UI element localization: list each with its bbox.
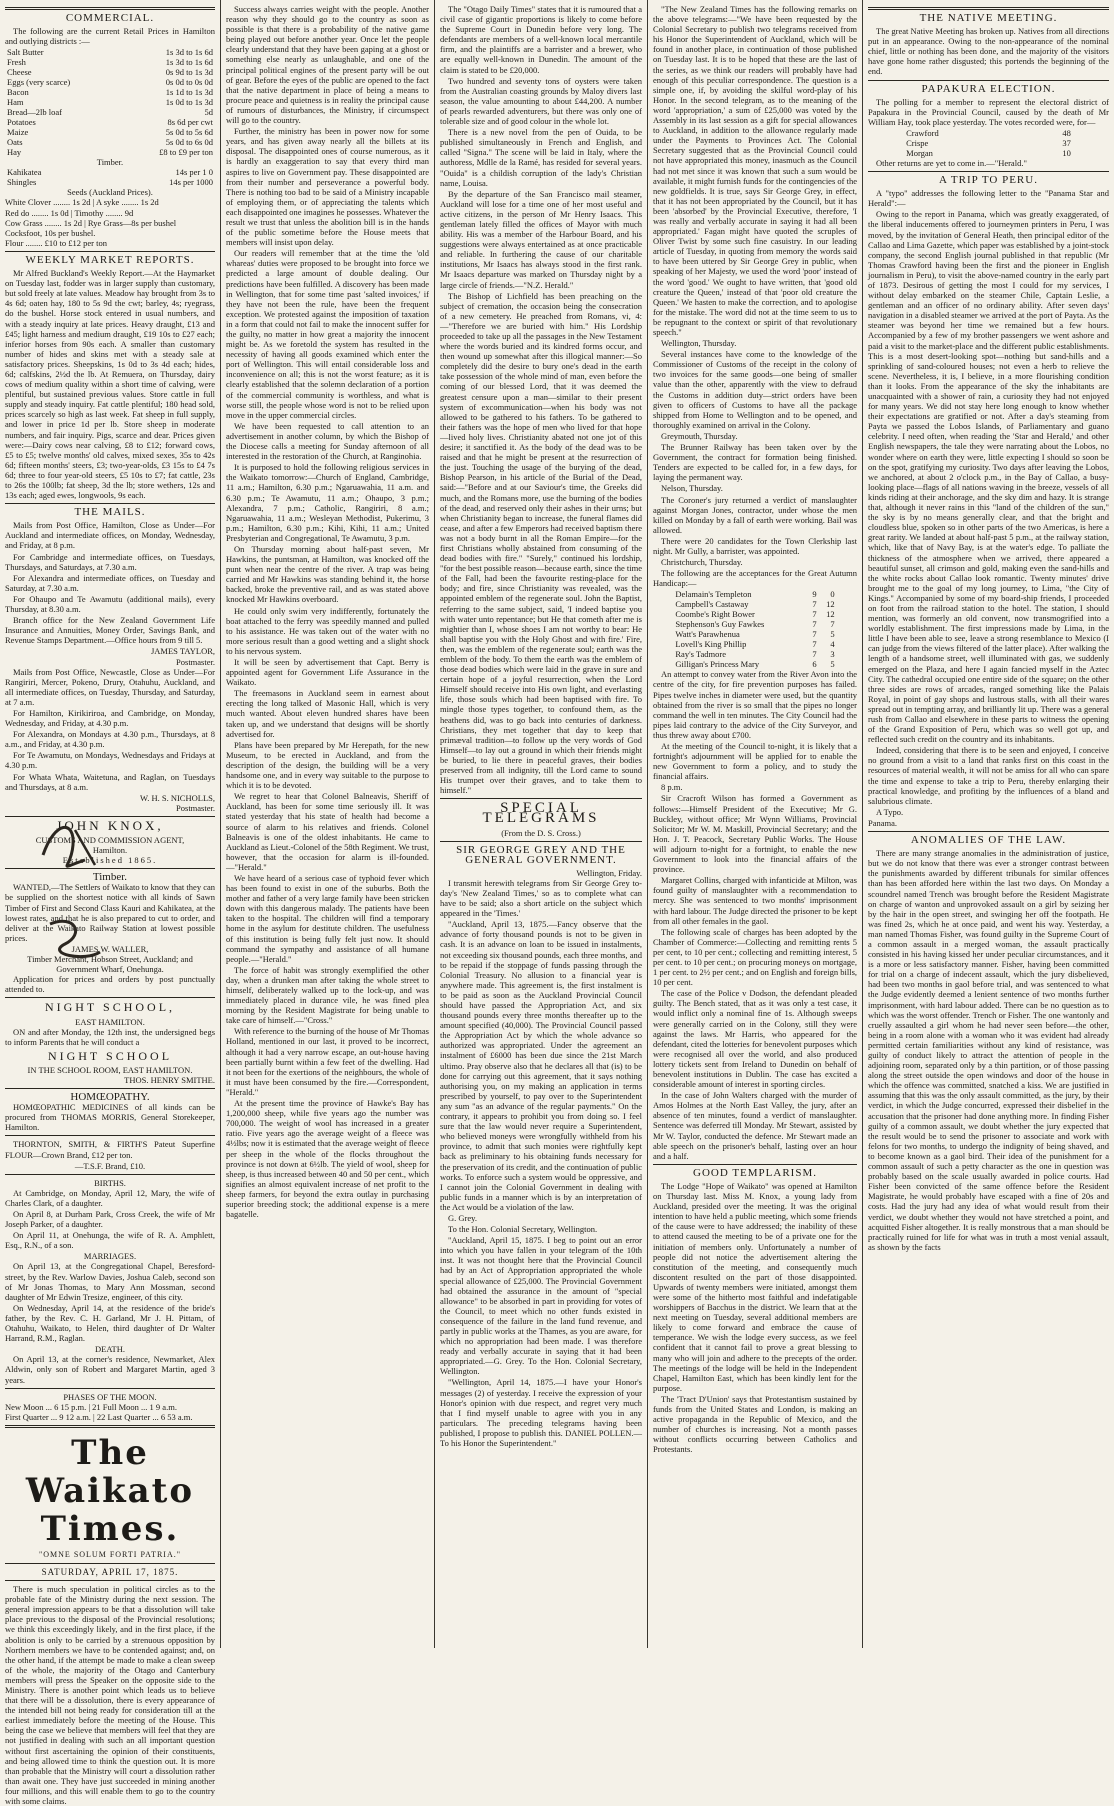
handicap-row xyxy=(673,619,836,629)
handicap-row xyxy=(673,639,836,649)
leader-paragraph: We have heard of a serious case of typhoid fever which has been found to exist in one of the suburbs. Both the mother and father of a very large family have been stricken down with this dangerous malady. The patients have been taken to the hospital. The children will find a temporary home in the asylum for destitute children. The usefulness of this institution is being fully felt just now. It should command the sympathy and assistance of all humane people.—"Herald." xyxy=(226,872,429,964)
timber-row xyxy=(5,177,215,187)
grey-article-telegram-2: "Auckland, April 15, 1875. I beg to point out an error into which you have fallen in your telegram of the 10th inst. It was not thought here that the Provincial Council had by an Act of Appropriation appropriated the whole special allowance of £25,000. The Provincial Government had obtained the assurance in the amount of "special allowance" to be absorbed in part in providing for votes of the Council, to meet which no other funds existed in consequence of the failure in the land fund revenue, and partly in public works at the Thames, as you are aware, for which no appropriation had been made. I was therefore ready and verbally accurate in saying that it had been appropriated.—G. Grey. To the Hon. Colonial Secretary, Wellington. xyxy=(440,1235,642,1377)
telegram-paragraph: The case of the Police v Dodson, the defendant pleaded guilty. The Bench stated, that as it was only a test case, it would inflict only a nominal fine of 1s. Although sweeps were generally carried on in the Colony, still they were against the laws. Mr Harris, who appeared for the defendant, cited the lotteries for benevolent purposes which were recognised all over the world, and also produced lottery tickets sent from Ireland to Dunedin on behalf of benevolent institutions in Dublin. The case has excited a considerable amount of interest in sporting circles. xyxy=(653,988,857,1090)
telegram-paragraph: Several instances have come to the knowledge of the Commissioner of Customs of the receipt in the colony of two invoices for the same goods—one being of smaller value than the other, apparently with the view to defraud the Customs in addition duty—strict orders have been given to officers of Customs to have all the package shipped from Home to Wellington and to be opened, and thoroughly examined on arrival in the Colony. xyxy=(653,349,857,430)
divider xyxy=(5,1088,215,1089)
price-row xyxy=(5,117,215,127)
mail-item: Branch office for the New Zealand Government Life Insurance and Annuities, Money Order, Savings Bank, and Revenue Stamps Department.—Office hours from 9 till 5. xyxy=(5,615,215,646)
timber-row-cell: Shingles xyxy=(7,177,37,188)
mail-item: For Hamilton, Kirikiriroa, and Cambridge, on Monday, Wednesday, and Friday, at 4.30 p.m. xyxy=(5,707,215,729)
thornton-advert-2: —T.S.F. Brand, £10. xyxy=(74,1160,146,1171)
price-row-cell: 5d xyxy=(204,107,213,118)
handicap-row xyxy=(673,629,836,639)
seeds-line: Cocksfoot, 10s per bushel. xyxy=(5,227,96,238)
price-row-cell: 1s 0d to 1s 3d xyxy=(165,97,213,108)
handicap-table xyxy=(673,589,836,669)
leader-paragraph: He could only swim very indifferently, fortunately the boat attached to the ferry was speedily manned and pulled to his assistance. He was taken out of the water with no more serious result than a good wetting and a slight shock to his nervous system. xyxy=(226,605,429,656)
telegram-paragraph: Christchurch, Thursday. xyxy=(661,557,743,568)
mail-item: Mails from Post Office, Hamilton, Close as Under—For Auckland and intermediate offices, on Monday, Wednesday, and Friday, at 8 p.m. xyxy=(5,520,215,551)
news-paragraph: Two hundred and seventy tons of oysters were taken from the Australian coasting grounds by Maloy divers last season, the value amounting to about £44,200. A number of pearls rewarded adventurers, but there was only one of tolerable size and of good colour in the whole lot. xyxy=(440,75,642,127)
handicap-row-cell: 7 xyxy=(812,639,817,650)
price-row xyxy=(5,127,215,137)
price-row xyxy=(5,67,215,77)
price-row xyxy=(5,137,215,147)
marriage-notice: On Wednesday, April 14, at the residence of the bride's father, by the Rev. C. H. Garland, Mr J. H. Pittam, of Otahuhu, Waikato, to Helen, third daughter of Dr Walter Harrand, R.M., Raglan. xyxy=(5,1302,215,1344)
leader-paragraph: Plans have been prepared by Mr Herepath, for the new Museum, to be erected in Auckland, and from the description of the design, the building will be a very handsome one, and in every way suitable to the purpose to which it is to be devoted. xyxy=(226,739,429,791)
divider xyxy=(5,997,215,998)
mails-heading: THE MAILS. xyxy=(74,506,146,519)
handicap-row xyxy=(673,609,836,619)
divider xyxy=(5,1135,215,1136)
peru-sign: Panama. xyxy=(868,817,898,828)
handicap-row-cell: 9 xyxy=(812,589,817,600)
price-row xyxy=(5,147,215,157)
price-row-cell: Potatoes xyxy=(7,117,36,128)
commercial-intro: The following are the current Retail Prices in Hamilton and outlying districts :— xyxy=(5,26,215,47)
moon-heading: PHASES OF THE MOON. xyxy=(63,1391,157,1402)
divider xyxy=(653,1164,857,1165)
handicap-row-cell: 5 xyxy=(830,629,835,640)
grey-paragraph: I transmit herewith telegrams from Sir George Grey to-day's 'New Zealand Times,' so as to complete what can have to be said; also a short article on the subject which appeared in the 'Times.' xyxy=(440,877,642,919)
handicap-row-cell: 12 xyxy=(826,599,835,610)
law-heading: ANOMALIES OF THE LAW. xyxy=(910,834,1067,847)
night-school-title-2: NIGHT SCHOOL xyxy=(47,1048,173,1063)
grey-article-heading: SIR GEORGE GREY AND THE GENERAL GOVERNMENT. xyxy=(456,843,626,866)
homoeopathy-title: HOMŒOPATHY. xyxy=(70,1091,150,1104)
papakura-body: The polling for a member to represent the electoral district of Papakura in the Provincial Council, caused by the death of Mr William Hay, took place yesterday. The votes recorded were, for— xyxy=(868,96,1109,127)
price-row-cell: £8 to £9 per ton xyxy=(159,147,213,158)
handicap-row xyxy=(673,649,836,659)
handicap-row-cell: Coombe's Right Bower xyxy=(675,609,755,620)
grey-paragraph: G. Grey. xyxy=(448,1212,477,1223)
grey-article-body xyxy=(440,878,642,1223)
night-school-sign: THOS. HENRY SMITHE. xyxy=(124,1074,215,1085)
moon-phases xyxy=(5,1402,215,1422)
timber-heading: Timber. xyxy=(96,157,124,168)
handwritten-mark xyxy=(35,815,105,875)
mail-item: For Whata Whata, Waitetuna, and Raglan, on Tuesdays and Thursdays, at 8 a.m. xyxy=(5,771,215,792)
divider xyxy=(440,841,642,842)
handicap-row-cell: 7 xyxy=(830,619,835,630)
births-heading: BIRTHS. xyxy=(94,1177,126,1188)
knox-advert xyxy=(5,817,215,866)
column-2 xyxy=(221,0,434,1648)
price-row xyxy=(5,97,215,107)
timber-row-cell: Kahikatea xyxy=(7,167,42,178)
vote-row-cell: Crispe xyxy=(906,137,929,148)
handicap-row-cell: 7 xyxy=(812,629,817,640)
handicap-row xyxy=(673,659,836,669)
commercial-heading: COMMERCIAL. xyxy=(65,12,155,24)
handicap-row-cell: 7 xyxy=(812,649,817,660)
price-row xyxy=(5,47,215,57)
vote-row-cell: 10 xyxy=(1062,147,1071,158)
leader-paragraph: There is much speculation in political circles as to the probable fate of the Ministry during the next session. The general impression appears to be that a dissolution will take place previous to the disposal of the Provincial resolutions; we think this exceedingly likely, and in the first place, if the abolition is only to be carried by a strenuous opposition by Northern members we have to be contended against; and, on the other hand, if the attempt be made to make a clean sweep of the whole, the majority of the Otago and Canterbury members will press the Speaker on the opposite side to the Ministry. There is another point which leads us to believe that there will be a dissolution, there is every appearance of the intended bill not being ready for consideration till at the earliest immediately before the meeting of the House. This being the case we believe that members will feel that they are not justified in dealing with such an all important question without first ascertaining the opinion of their constituents, and being allowed time to think the question out. It is more than probable that the Ministry will court a dissolution rather than await one. They have just succeeded in mining another four millions, and this will enable them to go to the country with some claims. xyxy=(5,1584,215,1806)
peru-paragraph: Indeed, considering that there is to be seen and enjoyed, I conceive no ground from a visit to a land that ranks first on this coast in the resources of material wealth, it will not be amiss for all who can spare the time and expense to take a trip to Peru, thereby enlarging their practical knowledge, and profiting by the influences of a bland and salubrious climate. xyxy=(868,745,1109,806)
telegram-paragraph: Nelson, Thursday. xyxy=(661,483,723,494)
handicap-row-cell: 5 xyxy=(830,659,835,670)
knox-name: JOHN KNOX, xyxy=(56,817,164,833)
divider xyxy=(5,1563,215,1564)
price-row xyxy=(5,57,215,67)
special-telegrams-source: (From the D. S. Cross.) xyxy=(501,827,581,838)
mail-item: For Te Awamutu, on Mondays, Wednesdays and Fridays at 4.30 p.m. xyxy=(5,750,215,771)
vote-row xyxy=(904,148,1073,158)
telegram-paragraph: 8 p.m. xyxy=(661,782,683,793)
news-paragraph: There is a new novel from the pen of Ouida, to be published simultaneously in French and English, and called "Signa." The scene will be laid in Italy, where the authoress, Mdlle de la Ramé, has resided for several years. "Ouida" is a childish corruption of the lady's Christian name, Louisa. xyxy=(440,127,642,188)
price-row-cell: 0s 0d to 0s 0d xyxy=(165,77,213,88)
news-paragraph: By the departure of the San Francisco mail steamer, Auckland will lose for a time one of her most useful and active citizens, in the person of Mr Henry Isaacs. This gentleman lately filled the offices of Mayor with much ability. His was a member of the Harbour Board, and his suggestions were always entertained as at once practicable and reliable. In furthering the cause of our charitable institutions, Mr Isaacs has always stood in the first rank. Mr Isaacs departure was marked on Thursday night by a large circle of friends.—"N.Z. Herald." xyxy=(440,188,642,290)
leader-paragraph: On Thursday morning about half-past seven, Mr Hawkins, the puntsman, at Hamilton, was knocked off the punt when near the centre of the river. A trap was being carried and Mr Hawkins was standing behind it, the horse backed, broke the preventive rail, and as was stated above knocked Mr Hawkins overboard. xyxy=(226,543,429,605)
peru-paragraph: A Typo. xyxy=(876,806,904,817)
law-body: There are many strange anomalies in the administration of justice, but we do not know that there was ever a stronger contrast between the punishments awarded by different tribunals for similar offences than has been afforded here within the last two days. On Monday a scoundrel named Trench was brought before the Resident Magistrate on charge of wanton and unprovoked assault on a girl by seizing her by the hair in the open street, and swinging her off the footpath. He was fined 2s, which he at once paid, and went his way. Yesterday, a man named Thomas Fisher, was found guilty in the Supreme Court of a common assault in a merged woman, the assault practically consisted in his having kissed her under peculiar circumstances, and it is a more or less satisfactory manner. Fisher, having been committed for trial on a charge of indecent assault, which the jury disbelieved, had been two months in gaol before trial, and was sentenced to what the Judge evidently deemed a lenient sentence of two months further imprisonment, with hard labour added. There can be no question as to which was the worst offender. Trench or Fisher. The one wantonly and cruelly assaulted a girl whom he had never seen before—the other, being in a room alone with a woman who it was evident had already permitted certain familiarities without any kind of resistance, was guilty of conduct likely to attract the attention of people in the adjoining room, separated only by a thin partition, or of those passing along the street outside the open windows and door of the house in which the offence was committed, snatched a kiss. We are justified in assuming that this was the only assault committed, as the jury, by their verdict, in which the Judge concurred, expressed their disbelief in the accusation that the prisoner had done anything more. In finding Fisher guilty of a common assault, we doubt whether the jury expected that the result would be to send the prisoner to associate and work with felons for two months, to undergo the indignity of being shaved, and to become known as a gaol bird. Their idea of the punishment for a common assault of such a petty character as the one in question was probably based on the scale usually awarded in police courts. Had Fisher been convicted of the same offence before the Resident Magistrate, he would probably have escaped with a fine of 20s and costs. Had the jury had any idea of what would result from their verdict, we doubt whether they would not have stretched a point, and acquitted Fisher altogether. It is really monstrous that a man should be practically ruined for life for what was in truth a most venial assault, as shown by the facts xyxy=(868,848,1109,1252)
vote-row xyxy=(904,128,1073,138)
price-row-cell: Eggs (very scarce) xyxy=(7,77,71,88)
handicap-row-cell: Lovell's King Phillip xyxy=(675,639,747,650)
seeds-line: White Clover ........ 1s 2d | A syke ........ 1s 2d xyxy=(5,197,159,208)
leader-paragraph: It is purposed to hold the following religious services in the Waikato tomorrow:—Church of England, Cambridge, 11 a.m.; Hamilton, 6.30 p.m.; Ngaruawahia, 11 a.m. and 6.30 p.m.; Te Awamutu, 11 a.m.; Ohaupo, 3 p.m.; Alexandra, 7 p.m.; Catholic, Rangiriri, 8 a.m.; Ngaruawahia, 11 a.m.; Wesleyan Methodist, Pukerimu, 3 p.m.; Hamilton, 6.30 p.m.; Kihi, Kihi, 11 a.m.; United Presbyterian and Congregational, Te Awamutu, 3 p.m. xyxy=(226,462,429,543)
price-row-cell: 1s 1d to 1s 3d xyxy=(165,87,213,98)
waller-note: Application for prices and orders by post punctually attended to. xyxy=(5,974,215,995)
birth-notice: At Cambridge, on Monday, April 12, Mary, the wife of Charles Clark, of a daughter. xyxy=(5,1187,215,1208)
divider xyxy=(868,171,1109,172)
column-1 xyxy=(0,0,220,1806)
divider xyxy=(5,1425,215,1428)
votes-table xyxy=(904,128,1073,158)
price-row-cell: 1s 3d to 1s 6d xyxy=(165,57,213,68)
handicap-row-cell: Watt's Parawhenua xyxy=(675,629,740,640)
death-heading: DEATH. xyxy=(95,1344,125,1355)
price-row xyxy=(5,87,215,97)
postmaster-signature-2: W. H. S. NICHOLLS, xyxy=(139,792,215,803)
news-paragraph: The "Otago Daily Times" states that it is rumoured that a civil case of gigantic proportions is likely to come before the Supreme Court in Dunedin before very long. The defendants are members of a well-known local mercantile firm, and the plaintiffs are a barrister and a brewer, who are equally well-known in Dunedin. The amount of the claim is stated to be £20,000. xyxy=(440,4,642,75)
timber-row xyxy=(5,167,215,177)
handicap-row-cell: Delamain's Templeton xyxy=(675,589,752,600)
handicap-row-cell: Gilligan's Princess Mary xyxy=(675,659,760,670)
price-row-cell: Cheese xyxy=(7,67,32,78)
price-row-cell: 8s 6d per cwt xyxy=(167,117,213,128)
price-row xyxy=(5,107,215,117)
mail-item: For Alexandra, on Mondays at 4.30 p.m., Thursdays, at 8 a.m., and Friday, at 4.30 p.m. xyxy=(5,729,215,750)
papakura-heading: PAPAKURA ELECTION. xyxy=(921,82,1056,95)
handicap-row-cell: 0 xyxy=(830,589,835,600)
masthead-motto: "OMNE SOLUM FORTI PATRIA." xyxy=(39,1549,181,1559)
birth-notice: On April 11, at Onehunga, the wife of R. A. Amphlett, Esq., R.N., of a son. xyxy=(5,1230,215,1251)
divider xyxy=(868,7,1109,10)
telegram-paragraph: The Brunner Railway has been taken over by the Government, the contract for formation being finished. Tenders are expected to be called for, in a few days, for laying the permanent way. xyxy=(653,442,857,483)
timber-row-cell: 14s per 1 0 xyxy=(175,167,213,178)
handicap-row-cell: 7 xyxy=(812,599,817,610)
night-school-where: IN THE SCHOOL ROOM, EAST HAMILTON. xyxy=(27,1064,193,1075)
seeds-line: Red do ........ 1s 0d | Timothy ........ 9d xyxy=(5,207,134,218)
postmaster-signature: JAMES TAYLOR, xyxy=(150,646,215,657)
leader-paragraph: The freemasons in Auckland seem in earnest about erecting the long talked of Masonic Hall, which is very much wanted. About eleven hundred shares have been taken up, and we understand that designs will be shortly advertised for. xyxy=(226,688,429,739)
issue-date: SATURDAY, APRIL 17, 1875. xyxy=(41,1566,179,1577)
mail-item: For Alexandra and intermediate offices, on Tuesday and Saturday, at 7.30 a.m. xyxy=(5,572,215,593)
column-3 xyxy=(435,0,647,1648)
templar-article xyxy=(653,1181,857,1455)
price-row-cell: Hay xyxy=(7,147,22,158)
night-school-body: ON and after Monday, the 12th inst, the undersigned begs to inform Parents that he will conduct a xyxy=(5,1026,215,1047)
peru-heading: A TRIP TO PERU. xyxy=(939,174,1038,187)
divider xyxy=(5,1580,215,1581)
handicap-row-cell: 6 xyxy=(812,659,817,670)
leader-paragraph: Our readers will remember that at the time the 'old whareas' duties were proposed to be brought into force we predicted a large amount of double dealing. Our predictions have been fulfilled. A discovery has been made in Wellington, that for some time past 'salted invoices,' if they have not been the rule, have been the frequent exception. We protested against the imposition of taxation in a form that could not fail to make the innocent suffer for the guilty, no matter in how great a majority the innocent might be. As we foretold the system has resulted in the necessity of having all goods examined which enter the port of Wellington. This will entail considerable loss and inconvenience on all; this is not the worst feature; as it is clearly established that the solemn declaration of a portion of the commercial community is worthless, and what is worse still, the people whose word is not to be relied upon move in the upper commercial circles. xyxy=(226,248,429,420)
leader-paragraph: We regret to hear that Colonel Balneavis, Sheriff of Auckland, has been for some time seriously ill. It was stated yesterday that his state of health had become a source of alarm to his relatives and friends. Colonel Balneavis is one of the oldest inhabitants. He came to Auckland as Lieut.-Colonel of the 58th Regiment. We trust, however, that the occasion for alarm is ill-founded.—"Herald." xyxy=(226,791,429,872)
vote-row-cell: 48 xyxy=(1062,127,1071,138)
telegram-items xyxy=(653,4,857,588)
telegram-paragraph: In the case of John Walters charged with the murder of Amos Holmes at the North East Valley, the jury, after an absence of ten minutes, found a verdict of manslaughter. Sentence was deferred till Monday. Mr Stewart, assisted by Mr W. Taylor, conducted the defence. Mr Stewart made an able speech on the prisoner's behalf, lasting over an hour and a half. xyxy=(653,1090,857,1161)
moon-phase-line: First Quarter ... 9 12 a.m. | 22 Last Quarter ... 6 53 a.m. xyxy=(5,1411,193,1422)
native-meeting-body: The great Native Meeting has broken up. Natives from all directions put in an appearance. Owing to the non-appearance of the nominal chief, little or nothing has been done, and the majority of the visitors have gone home rather disgusted; this portends the beginning of the end. xyxy=(868,26,1109,77)
handicap-row-cell: 3 xyxy=(830,649,835,660)
peru-paragraph: Owing to the report in Panama, which was greatly exaggerated, of the liberal inducements offered to journeymen printers in Peru, I was moved, by the invitation of General Heath, then principal editor of the Callao and Lima Gazette, which paper was established by a joint-stock company, the second English journal published in that republic (Mr Thomas Crawford having been the first and the pioneer in English journalism in Peru), to visit the above-named country in the early part of 1873. Desirous of getting the most I could for my services, I without delay embarked on the steamer Chile, Captain Leslie, a gentleman and an officer of no ordinary ability. After seven days' navigation in a disabled steamer we arrived at the port of Payta. As the steamer was beyond her time we remained but a few hours. Accompanied by a few of my brother passengers we went ashore and paid a visit to the market-place and the different public establishments. This is a most desert-looking spot—nothing but sand-hills and a sprinkling of sand-coloured houses; not even a herb to relieve the scene. Nevertheless, it is, I believe, in a more flourishing condition than it looks. From the appearance of the sky the inhabitants are unacquainted with a shower of rain, a curiosity they had not enjoyed for many years. We did not stay here long enough to know whether their expectations are gratified or not. After a day's steaming from Payta we passed the Lobos Islands, of Parliamentary and guano celebrity. I need often, when reading the 'Star and Herald,' and other English newspapers, the tale they were narrating about the Lobos, no wonder where on earth they were, little expecting I should so soon be on the spot, gratifying my curiosity. Two days after leaving the Lobos, we anchored, at about 2 o'clock p.m., in the Bay of Callao, a busy-looking place—flags of all nations waving in the breeze, vessels of all kinds riding at their anchorage, and the sky dim and hazy. It is strange that, although it never rains in this "land of the children of the sun," the sky is by no means generally clear, and that the bright and cloudless blue, spoken so in other parts of the two Americas, is here a great rarity. We landed at about half-past 5 p.m., at the railway station, which, like that of Navy Bay, is at the water's edge. To palliate the thickness of the atmosphere when we arrived, there appeared a beautiful sunset, all crimson and gold, making even the sand-hills and the white rocks about Callao look romantic. Twenty minutes' drive brought me to the goal of my long journey, to Lima, "the City of Kings." Accompanied by some of my board-ship friends, I proceeded on foot from the railroad station to the hotel. The station, I should mention, was formerly an old convent, now transmogrified into a worldly establishment. The first impressions made by Lima, in the little I have been able to see, leave a strong resemblance to Mexico (I can judge from the views filtered of the latter place). After walking the length of a handsome street, well illuminated with gas, we suddenly emerged on the Plaza, and here I again fancied myself in the Aztec City. The cathedral occupied one entire side of the square; on the other three sides are rows of arcades, ranged something like the Palais Royal, in point of gay shops and lustrous stalls, with all their wares spread out in tempting array, and brilliantly lit up. There was a general rush from Callao and elsewhere in these parts to witness the opening of the Grand Exposition of Peru, which was so well got up, and reflected such credit on the country and its inhabitants. xyxy=(868,209,1109,745)
news-items xyxy=(440,4,642,795)
seeds-heading: Seeds (Auckland Prices). xyxy=(67,187,153,198)
divider xyxy=(5,1388,215,1389)
telegram-paragraph: Margaret Collins, charged with infanticide at Milton, was found guilty of manslaughter with a recommendation to mercy. She was sentenced to two months' imprisonment with hard labour. The Judge directed the prisoner to be kept from all other females in the gaol. xyxy=(653,875,857,926)
leader-paragraph: Success always carries weight with the people. Another reason why they should go to the country as soon as possible is that there is a probability of the native game being played out before another year. Once let the people clearly understand that they have been gaping at a ghost or something else nearly as unlaughable, and one of the principal political engines of the present party will be out of gear. Before the eyes of the public are opened to the fact that the native department in place of being a means to procure peace and quietness is in reality the principal cause of rumours of disturbances, the Ministry, if circumspect will go to the country. xyxy=(226,4,429,126)
postmaster-role-2: Postmaster. xyxy=(176,802,215,813)
telegram-paragraph: Sir Cracroft Wilson has formed a Government as follows:—Himself President of the Executive; Mr G. Buckley, without office; Mr Wynn Williams, Provincial Solicitor; Mr W. M. Maskill, Provincial Secretary; and the Hon. J. T. Peacock, Secretary Public Works. The House will adjourn to-night for a fortnight, to enable the new Government to look into the financial affairs of the province. xyxy=(653,793,857,875)
leader-paragraph: The force of habit was strongly exemplified the other day, when a drunken man after taking the whole street to himself, deliberately walked up to the lock-up, and was immediately placed in durance vile, he was fined plea morning by the Resident Magistrate for being unable to take care of himself.—"Cross." xyxy=(226,964,429,1026)
timber-ad-heading: Timber. xyxy=(92,871,128,884)
divider xyxy=(5,1174,215,1175)
knox-line: CUSTOMS AND COMMISSION AGENT, xyxy=(35,835,185,845)
leader-paragraph: We have been requested to call attention to an advertisement in another column, by which the Bishop of the Diocese calls a meeting for Sunday afternoon of all interested in the restoration of the Church, at Ranginohia. xyxy=(226,420,429,462)
knox-place: Hamilton. xyxy=(92,845,128,856)
leader-article xyxy=(226,4,429,1219)
templar-paragraph: The Lodge "Hope of Waikato" was opened at Hamilton on Thursday last. Miss M. Knox, a young lady from Auckland, presided over the meeting. It was the original intention to have held a public meeting, which some friends of the cause were to have addressed; the inability of these to attend caused the meeting to be of a private one for the initiation of members only. Unfortunately a number of people did not notice the advertisement altering the constitution of the meeting, and consequently much discontent resulted on the part of those disappointed. Upwards of twenty members were initiated, amongst them were some of the hitherto most faithful and indefatigable worshippers of Bacchus in the district. We learn that at the next meeting on Tuesday, several additional members are likely to come forward and embrace the cause of temperance. We wish the lodge every success, as we feel confident that it cannot fail to prove a great blessing to many who will join and adhere to the precepts of the order. The meetings of the lodge will be held in the Independent Chapel, Hamilton East, which has been kindly lent for the purpose. xyxy=(653,1180,857,1393)
newcastle-mails-list xyxy=(5,667,215,792)
timber-table xyxy=(5,167,215,187)
night-school-sub: EAST HAMILTON. xyxy=(75,1016,145,1027)
divider xyxy=(5,251,215,252)
waller-line: Timber Merchant, Hobson Street, Auckland; and Government Wharf, Onehunga. xyxy=(27,954,193,975)
mail-item: For Ohaupo and Te Awamutu (additional mails), every Thursday, at 8.30 a.m. xyxy=(5,593,215,615)
price-row xyxy=(5,77,215,87)
mail-item: Mails from Post Office, Newcastle, Close as Under—For Rangiriri, Mercer, Pokeno, Drury, Otahuhu, Auckland, and all intermediate offices, on Tuesday, Thursday, and Saturday, at 7 a.m. xyxy=(5,666,215,707)
telegram-paragraph: "The New Zealand Times has the following remarks on the above telegrams:—"We have been requested by the Colonial Secretary to publish two telegrams received from his Honor the Superintendent of Auckland, which will be found in another place, in continuation of those published on Tuesday last. It is to be hoped that these are the last of the series, as we think our readers will probably have had enough of this peculiar correspondence. The question is a simple one, if, by avoiding the skilful word-play of his Honor. In the second telegram, as to the meaning of the word 'appropriation,' a sum of £25,000 was voted by the Assembly in its last session as a gift for special allowances to Auckland, in addition to the allowance regularly made under the Payments to Provinces Act. The Colonial Secretary suggested that as the Provincial Council could not have appropriated this money, inasmuch as the Council had not met since it was known that such a sum would be available, it might furnish funds for the contingencies of the new goldfields. It is true, says Sir George Grey, in effect, that it has not been appropriated by the Council, but it has been 'absorbed' by the Provincial Executive, therefore, 'I was really and verbally accurate in saying it had all been appropriated.' Fagan might have quoted the scruples of Oliver Twist by some such fine casuistry. In our leading article of Tuesday, in quoting from memory the words said to have been uttered by Sir George Grey in public, when speaking of her Majesty, we used the word 'poor' instead of the word 'good.' We ought to have written, that 'good old creature the Queen,' instead of that 'poor old creature the Queen.' We hasten to make the correction, and to apologise for the mistake. The word did not at the time seem to us to be repugnant to the context or spirit of that revolutionary speech." xyxy=(653,4,857,337)
thornton-advert: THORNTON, SMITH, & FIRTH'S Pateut Superfine FLOUR—Crown Brand, £12 per ton. xyxy=(5,1139,215,1160)
price-row-cell: Maize xyxy=(7,127,29,138)
price-table xyxy=(5,47,215,157)
price-row-cell: 5s 0d to 5s 6d xyxy=(165,127,213,138)
handicap-row-cell: 12 xyxy=(826,609,835,620)
marriages-list xyxy=(5,1261,215,1343)
price-row-cell: Bread—2lb loaf xyxy=(7,107,62,118)
templar-paragraph: The 'Tract D'Union' says that Protestantism sustained by funds from the United States and London, is making an active propaganda in the Republic of Mexico, and the number of churches is increasing. Not a month passes without conflicts occurring between Catholics and Protestants. xyxy=(653,1393,857,1455)
marriages-heading: MARRIAGES. xyxy=(83,1251,137,1262)
handicap-row-cell: Stephenson's Guy Fawkes xyxy=(675,619,765,630)
templar-heading: GOOD TEMPLARISM. xyxy=(693,1166,817,1179)
divider xyxy=(5,7,215,10)
night-school-title: NIGHT SCHOOL, xyxy=(44,1000,176,1015)
timber-row-cell: 14s per 1000 xyxy=(169,177,213,188)
column-5 xyxy=(863,0,1114,1648)
handicap-row xyxy=(673,589,836,599)
weekly-market-body: Mr Alfred Buckland's Weekly Report.—At the Haymarket on Tuesday last, fodder was in larger supply than customary, but sold freely at late values. Meadow hay brought from 3s to 4s 6d; oaten hay, 180 to 5s 9d the cwt; barley, 4s; ryegrass, do the bushel. Horse stock entered in usual numbers, and with a steady inquiry at late prices. Heavy draught, £13 and £45; light harness and medium draught, £19 10s to £27 each; inferior horses from 90s each. A smaller than customary number of hides and skins met with a steady sale at satisfactory prices. Sheepskins, 1s 0d to 3s 4d each; hides, 6d; calfskins, 2½d the lb. At Remuera, on Thursday, dairy cows of medium quality within a short time of calving, were plentiful, but sustained previous values. Store cattle in full supply and steady inquiry. Fat cattle plentiful; 180 head sold, prices scarcely so high as last week. Fat sheep in full supply, and lower in price 1d per lb. Store sheep in moderate numbers, and fair inquiry. Pigs, scarce and dear. Prices given were:—Dairy cows near calving, £8 to £12; forward cows, £5 to £5; twelve months' old calves, mixed sexes, 35s to 42s 6d; fifteen months' steers, £3; two-year-olds, £3 15s to £4 7s 6d; three to four year-old steers, £5 10s to £7; fat cattle, 23s to 26s the 100lb; fat sheep, 3d the lb; store wethers, 12s and 13s each; aged ewes, longwools, 9s each. xyxy=(5,268,215,501)
telegram-paragraph: The following are the acceptances for the Great Autumn Handicap:— xyxy=(653,568,857,589)
price-row-cell: 0s 9d to 1s 3d xyxy=(165,67,213,78)
grey-article-to: To the Hon. Colonial Secretary, Wellington. xyxy=(448,1224,598,1235)
vote-row-cell: 37 xyxy=(1062,137,1071,148)
telegram-paragraph: The Coroner's jury returned a verdict of manslaughter against Morgan Jones, contractor, under whose the men killed on Monday by a fall of earth were working. Bail was allowed. xyxy=(653,494,857,535)
homoeopathy-body: HOMŒOPATHIC MEDICINES of all kinds can be procured from THOMAS MORRIS, General Storekeeper, Hamilton. xyxy=(5,1102,215,1133)
mail-item: For Cambridge and intermediate offices, on Tuesdays, Thursdays, and Saturdays, at 7.30 a.m. xyxy=(5,551,215,572)
moon-phase-line: New Moon ... 6 15 p.m. | 21 Full Moon ... 1 9 a.m. xyxy=(5,1401,177,1412)
telegram-paragraph: Wellington, Thursday. xyxy=(661,338,737,349)
grey-article-place: Wellington, Friday. xyxy=(576,867,642,878)
peru-article xyxy=(868,188,1109,817)
native-meeting-heading: THE NATIVE MEETING. xyxy=(919,12,1058,24)
birth-notice: On April 8, at Durham Park, Cross Creek, the wife of Mr Joseph Parker, of a daughter. xyxy=(5,1209,215,1230)
handicap-row-cell: 7 xyxy=(812,609,817,620)
price-row-cell: Oats xyxy=(7,137,23,148)
telegram-items-2 xyxy=(653,669,857,1161)
waller-advert xyxy=(5,944,215,974)
grey-article-telegram-3: "Wellington, April 14, 1875.—I have your Honor's messages (2) of yesterday. I receive the expression of your Honor's opinion with due respect, and regret very much that I find myself unable to agree with you in any particulars. The preceding telegrams having been published, I propose to publish this. DANIEL POLLEN.—To his Honor the Superintendent." xyxy=(440,1377,642,1449)
special-telegrams-heading: SPECIAL TELEGRAMS xyxy=(482,800,600,827)
telegram-paragraph: There were 20 candidates for the Town Clerkship last night. Mr Gully, a barrister, was appointed. xyxy=(653,535,857,556)
weekly-market-heading: WEEKLY MARKET REPORTS. xyxy=(25,253,195,266)
handicap-row-cell: 7 xyxy=(812,619,817,630)
leader-paragraph: With reference to the burning of the house of Mr Thomas Holland, mentioned in our last, it proved to be incorrect, although it had a very narrow escape, an out-house having been partially burnt within a few feet of the dwelling. Had it not been for the exertions of the neighbours, the whole of it must have been consumed by the fire.—Correspondent, "Herald." xyxy=(226,1026,429,1097)
price-row-cell: Salt Butter xyxy=(7,47,44,58)
vote-row-cell: Morgan xyxy=(906,147,933,158)
postmaster-role: Postmaster. xyxy=(176,656,215,667)
seeds-line: Cow Grass ........ 1s 2d | Rye Grass—8s per bushel xyxy=(5,217,177,228)
births-list xyxy=(5,1188,215,1251)
telegram-paragraph: Greymouth, Thursday. xyxy=(661,430,738,441)
price-row-cell: Bacon xyxy=(7,87,29,98)
price-row-cell: Ham xyxy=(7,97,24,108)
leader-paragraph: Further, the ministry has been in power now for some years, and has given away nearly all the billets at its disposal. The disappointed ones of course numerous, as it is hardly an exaggeration to say that every third man aspires to live on Government pay. These disappointed are from their number and perseverance a powerful body. There is nothing too bad to be said of a Ministry incapable of employing them, or of appreciating the talents which each disappointed one imagines he possesses. Whatever the result we trust that unless the abolition bill is in the hands of the public sometime before the House meets that members will insist upon delay. xyxy=(226,126,429,248)
death-notice: On April 13, at the corner's residence, Newmarket, Alex Aldwin, only son of Robert and Margaret Martin, aged 3 years. xyxy=(5,1354,215,1385)
votes-note: Other returns are yet to come in.—"Herald." xyxy=(876,157,1027,168)
mails-list xyxy=(5,520,215,645)
telegram-paragraph: The following scale of charges has been adopted by the Chamber of Commerce:—Collecting and remitting rents 5 per cent, to 10 per cent.; collecting and remitting interest, 5 per cent. to 10 per cent.; on procuring moneys on mortgage, 1 per cent. to 2½ per cent.; and on English and foreign bills, 10 per cent. xyxy=(653,926,857,988)
price-row-cell: Fresh xyxy=(7,57,26,68)
seeds-line: Flour ........ £10 to £12 per ton xyxy=(5,237,107,248)
marriage-notice: On April 13, at the Congregational Chapel, Beresford-street, by the Rev. Warlow Davies, Joshua Caleb, second son of Mr Jonas Thomas, to Mary Ann Mossman, second daughter of Mr Edwin Tresize, engineer, of this city. xyxy=(5,1261,215,1302)
telegram-paragraph: At the meeting of the Council to-night, it is likely that a fortnight's adjournment will be applied for to enable the new Government to form a policy, and to study the financial affairs. xyxy=(653,741,857,782)
leader-paragraph: It will be seen by advertisement that Capt. Berry is appointed agent for Government Life Assurance in the Waikato. xyxy=(226,657,429,688)
peru-paragraph: A "typo" addresses the following letter to the "Panama Star and Herald":— xyxy=(868,188,1109,209)
masthead-title: The Waikato Times. xyxy=(25,1432,195,1549)
vote-row-cell: Crawford xyxy=(906,127,939,138)
handwritten-mark xyxy=(45,914,105,964)
price-row-cell: 1s 3d to 1s 6d xyxy=(165,47,213,58)
telegram-paragraph: An attempt to convey water from the River Avon into the centre of the city, for fire prevention purposes has failed. Pipes twelve inches in diameter were used, but the quantity obtained from the river is so small that the pipes no longer command the well in ten minutes. The City Council had the pipes laid contrary to the advice of the City Surveyor, and thus threw away about £700. xyxy=(653,669,857,740)
divider xyxy=(5,503,215,504)
knox-established: Established 1865. xyxy=(62,855,158,866)
vote-row xyxy=(904,138,1073,148)
seeds-list xyxy=(5,197,215,247)
divider xyxy=(440,798,642,799)
news-paragraph: The Bishop of Lichfield has been preaching on the subject of cremation, the occasion being the consecration of a new cemetery. He preached from Romans, vi, 4:—"Therefore we are buried with him." His Lordship proceeded to take up all the passages in the New Testament where the words buried and its kindred forms occur, and then wound up somewhat after this illogical manner:—So completely did the desire to bury one's dead in the earth take possession of the whole mind of man, even before the coming of our blessed Lord, that it was deemed the greatest censure upon a man—similar to their present system of excommunication—when his body was not allowed to be gathered to his fathers. To be gathered to their fathers was the hope of men who lived for that hope—lived holy lives. Christianity abated not one jot of this desire; it sanctified it. As the body of the dead was to be raised and that he might be present at the resurrection of the just. Touching the usage of the burying of the dead, Bishop Pearson, in his article of the Burial of the Dead, said:—"Before and at our Saviour's time, the Greeks did much, and the Romans more, use the burning of the bodies of the dead, and reserved only their ashes in their urns; but when Christianity began to increase, the funeral flames did cease, and after a few Emperors had received baptism there was not a body burnt in all the Roman Empire—for the first Christians wholly abstained from consuming of the dead bodies with fire." "Surely," continued his lordship, "for the best possible reason—because earth, since the time of the Fall, had been the favourite resting-place for the body; and fire, since Christianity was revealed, was the appointed emblem of the regenerate soul. John the Baptist, referring to the same subject, said, 'I indeed baptise you with water unto repentance; but He that cometh after me is mightier than I, whose shoes I am not worthy to bear: He shall baptise you with the Holy Ghost and with fire.' Fire, then, was the emblem of the regenerate soul; earth was the emblem of the body. To them the earth was the emblem of those dead bodies which were laid in the grave in sure and certain hope of a joyful resurrection, when the Lord Himself should receive into His own light, and everlasting life, those souls which had been baptised with fire. To mingle those types together, to confound them, as the heathens did, was to go back into centuries of darkness. Christians, they met together that day to keep that primæval tradition—to follow up the very words of God Himself—to lay out a ground in which their friends might be buried, to lie there in peaceful graves, their bodies preserved from all indignity, till the Lord came to sound His trumpet over their graves, and to take them to himself." xyxy=(440,290,643,796)
divider xyxy=(868,831,1109,832)
divider xyxy=(868,80,1109,81)
handicap-row-cell: 4 xyxy=(830,639,835,650)
waller-name: JAMES W. WALLER, xyxy=(71,943,149,954)
price-row-cell: 5s 0d to 6s 0d xyxy=(165,137,213,148)
timber-ad-body: WANTED,—The Settlers of Waikato to know that they can be supplied on the shortest notice with all kinds of Sawn Timber of First and Second Class Kauri and Kahikatea, at the lowest rates, and that he is also prepared to cut to order, and deliver at the Waikato Railway Station at lowest possible prices. xyxy=(5,882,215,943)
handicap-row-cell: Ray's Tadmore xyxy=(675,649,726,660)
handicap-row xyxy=(673,599,836,609)
column-4 xyxy=(648,0,862,1648)
grey-paragraph: "Auckland, April 13, 1875.—Fancy observe that the advance of forty thousand pounds is not to be given in cash. It is an advance on loan to be issued in instalments, not exceeding six thousand pounds, each three months, and to be repaid if the stoppage of funds passing through the Colonial Treasury. No allusion to a financial year is anywhere made. This agreement is, the first instalment is to be paid as soon as the Auckland Provincial Council should have passed the Appropriation Act, and six thousand pounds every three months thereafter up to the amount specified (40,000). The Provincial Council passed the Appropriation Act by which the whole advance so authorized was appropriated. Under the agreement an instalment of £6000 has been due since the 21st March ultimo. Pray observe also that he declares all that (is) to be done for carrying out this agreement, that it says nothing authorising you, on my making an application in terms prescribed by yourself, to pay over to the Superintendent any sum "as an advance of the regular payments." On the contrary, it appears to prohibit you from doing so. I feel sure that the law would never require a Superintendent, who believed moneys were wrongfully withheld from his province, to admit that such monies were rightfully kept back as preliminary to his obtaining funds necessary for the preservation of its credit, and the continuation of public works. To enforce such a system would be oppressive, and I cannot join the Colonial Government in dealing with public funds in a manner which is by an interpretation of the Act would be a violation of the law. xyxy=(440,919,642,1212)
leader-paragraph: At the present time the province of Hawke's Bay has 1,200,000 sheep, while five years ago the number was 700,000. The weight of wool has increased in a greater ratio. Five years ago the average weight of a fleece was 4½lbs; now it is estimated that the average weight of fleece per sheep in the whole of the flocks throughout the province is not down at 6½lb. The yield of wool, sheep for sheep, is thus increased between 40 and 50 per cent., which signifies an almost equivalent increase of net profit to the sheep farmers, for beyond the extra outlay in purchasing superior breeding stock; the additional expense is a mere bagatelle. xyxy=(226,1098,429,1220)
handicap-row-cell: Campbell's Castaway xyxy=(675,599,749,610)
